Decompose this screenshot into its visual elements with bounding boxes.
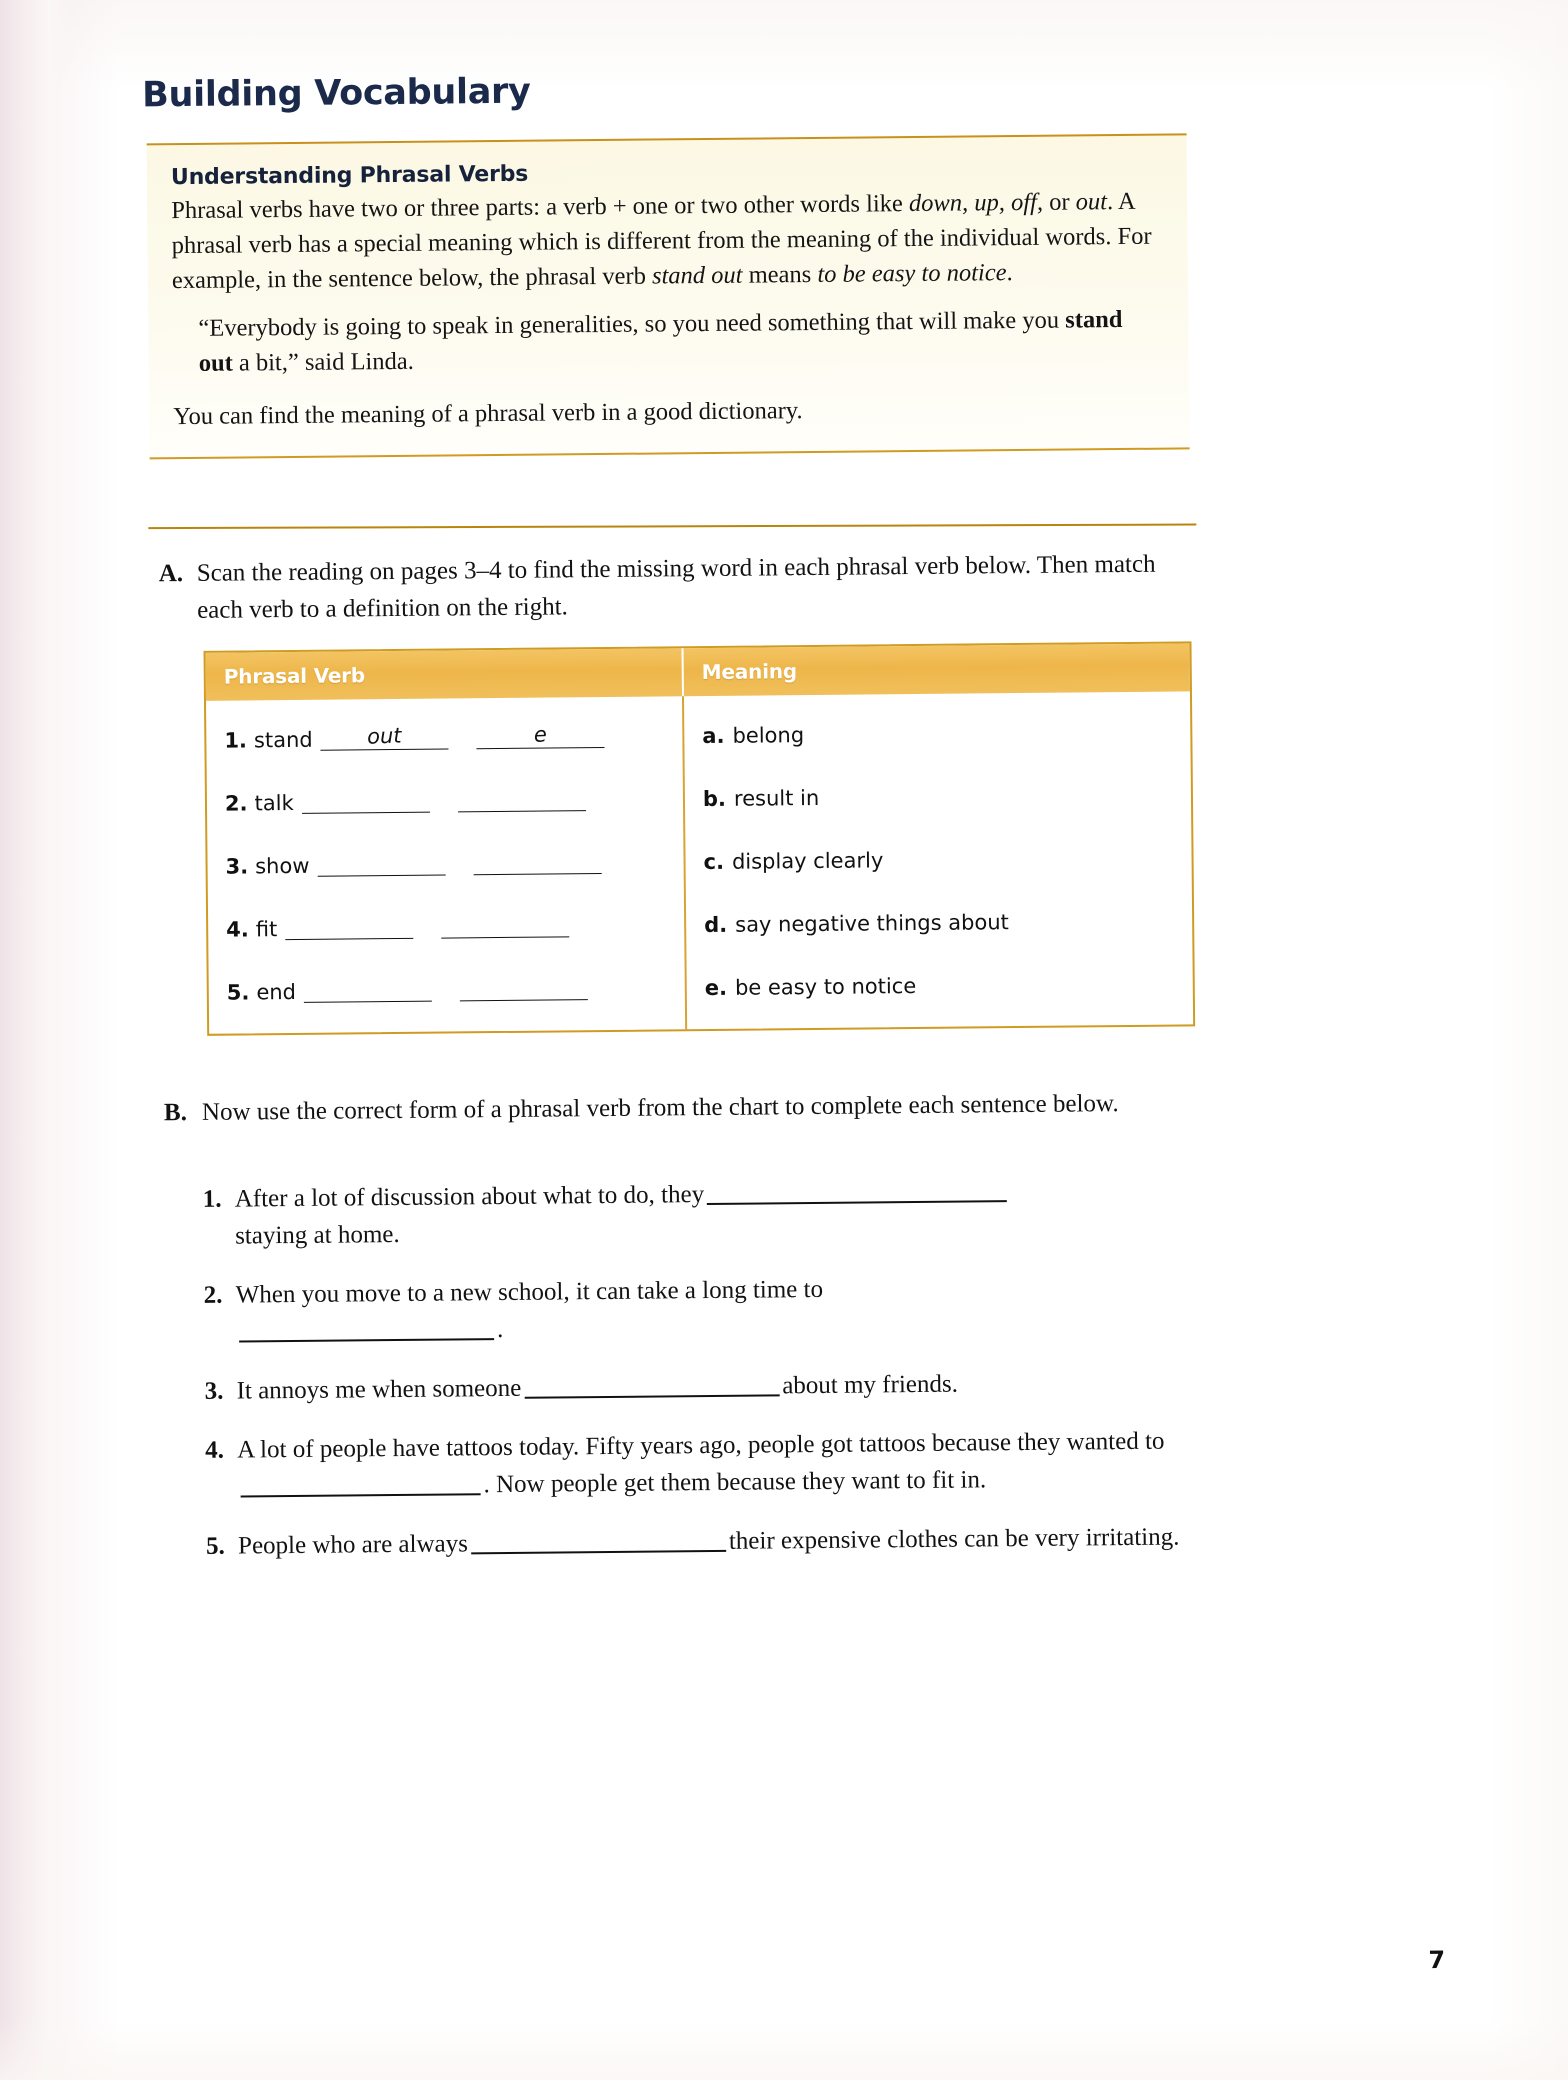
item-number: 1. <box>202 1185 222 1213</box>
row-number: 2. <box>224 790 248 816</box>
info-box-closing: You can find the meaning of a phrasal verb in a good dictionary. <box>173 396 803 431</box>
item-number: 2. <box>203 1281 223 1309</box>
item-text <box>236 1363 1204 1409</box>
info-p4: means <box>742 260 818 289</box>
item-text <box>237 1422 1206 1505</box>
row-number: 3. <box>225 853 249 879</box>
item-text-after: . <box>496 1315 504 1344</box>
exercise-b-instruction: Now use the correct form of a phrasal verb from the chart to complete each sentence below. <box>201 1090 1119 1126</box>
table-row[interactable] <box>206 704 683 772</box>
meaning-item <box>684 699 1191 767</box>
exercise-b <box>164 1085 1194 1131</box>
answer-blank-particle[interactable] <box>317 853 445 876</box>
info-p3: . A phrasal verb has a special meaning which is different from the meaning of the individual words. For example, in the sentence below, the phrasal verb <box>171 187 1152 294</box>
answer-blank-letter[interactable] <box>473 852 601 875</box>
quote-p1: “Everybody is going to speak in generalities, so you need something that will make you <box>198 306 1066 343</box>
answer-blank-letter[interactable] <box>458 789 586 812</box>
info-box-title: Understanding Phrasal Verbs <box>170 161 529 191</box>
item-number: 3. <box>204 1377 224 1405</box>
column-header-phrasal-verb: Phrasal Verb <box>206 648 684 701</box>
meaning-text: belong <box>732 722 805 748</box>
meaning-item <box>685 825 1192 893</box>
phrasal-verb-column <box>206 696 687 1034</box>
item-text-after: about my friends. <box>782 1370 959 1400</box>
info-p1: Phrasal verbs have two or three parts: a verb + one or two other words like <box>171 190 910 225</box>
list-item <box>204 1363 1204 1410</box>
answer-blank[interactable] <box>707 1182 1007 1205</box>
info-box-quote <box>172 303 1163 382</box>
row-number: 1. <box>224 727 248 753</box>
item-text-after: staying at home. <box>235 1220 400 1250</box>
quote-bold: stand out <box>198 306 1123 378</box>
info-italic-meaning: to be easy to notice <box>817 258 1007 288</box>
meaning-label: e. <box>704 975 728 1000</box>
answer-blank[interactable] <box>471 1532 726 1554</box>
answer-blank-letter[interactable] <box>441 915 569 938</box>
answer-blank-letter[interactable] <box>460 978 588 1001</box>
info-italic-stand-out: stand out <box>651 261 743 290</box>
quote-p2: a bit,” said Linda. <box>232 347 414 377</box>
row-number: 4. <box>226 916 249 942</box>
item-text-before: It annoys me when someone <box>236 1374 522 1405</box>
row-verb: stand <box>253 727 313 752</box>
row-verb: talk <box>254 790 294 815</box>
meaning-item <box>686 951 1193 1019</box>
handwritten-answer: out <box>366 723 403 749</box>
answer-blank-particle[interactable] <box>304 979 432 1002</box>
answer-blank[interactable] <box>239 1320 494 1342</box>
exercise-a-letter: A. <box>158 560 184 588</box>
answer-blank-particle[interactable] <box>302 790 430 813</box>
item-text-before: After a lot of discussion about what to do, they <box>234 1181 705 1213</box>
meaning-text: display clearly <box>731 847 884 874</box>
list-item <box>203 1171 1204 1255</box>
handwritten-letter: e <box>533 721 548 747</box>
row-number: 5. <box>226 979 250 1005</box>
meaning-item <box>685 762 1192 830</box>
exercise-a-instruction: Scan the reading on pages 3–4 to find the missing word in each phrasal verb below. Then match each verb to a definition on the right. <box>196 550 1156 624</box>
info-box-paragraph <box>171 185 1162 299</box>
column-header-meaning: Meaning <box>701 659 798 685</box>
meaning-label: a. <box>702 723 725 748</box>
meaning-text: say negative things about <box>735 909 1009 937</box>
meaning-item <box>686 888 1193 956</box>
meaning-label: c. <box>703 849 725 874</box>
info-box-bottom-rule <box>148 524 1196 530</box>
info-italic-out: out <box>1075 188 1108 216</box>
item-number: 4. <box>205 1436 225 1464</box>
table-row[interactable] <box>207 830 684 898</box>
table-row[interactable] <box>207 767 684 835</box>
list-item <box>205 1422 1206 1506</box>
exercise-b-items <box>203 1171 1207 1587</box>
item-text <box>236 1267 1205 1350</box>
item-text-before: People who are always <box>237 1530 469 1560</box>
item-text-after: . Now people get them because they want to fit in. <box>483 1466 987 1499</box>
info-p2: or <box>1042 188 1076 216</box>
row-verb: show <box>255 853 310 878</box>
meaning-text: be easy to notice <box>734 973 917 1000</box>
info-italic-words: down, up, off, <box>908 188 1044 218</box>
answer-blank[interactable] <box>240 1475 480 1497</box>
row-verb: fit <box>255 916 278 941</box>
answer-blank-letter[interactable] <box>477 721 605 748</box>
phrasal-verb-table <box>204 641 1196 1035</box>
item-text-before: When you move to a new school, it can take a long time to <box>235 1275 824 1309</box>
item-text <box>238 1518 1206 1564</box>
page-number: 7 <box>1428 1945 1446 1975</box>
item-text-before: A lot of people have tattoos today. Fifty years ago, people got tattoos because they wanted to <box>237 1427 1165 1464</box>
answer-blank[interactable] <box>524 1376 779 1398</box>
table-row[interactable] <box>208 893 685 961</box>
list-item <box>206 1518 1206 1565</box>
info-box <box>147 133 1190 459</box>
meaning-label: d. <box>704 912 728 937</box>
meaning-column <box>684 691 1193 1029</box>
answer-blank-particle[interactable] <box>321 723 449 750</box>
exercise-b-letter: B. <box>163 1099 188 1127</box>
list-item <box>204 1267 1205 1351</box>
info-p5: . <box>1006 258 1013 286</box>
row-verb: end <box>256 979 297 1004</box>
item-text <box>235 1171 1204 1254</box>
meaning-label: b. <box>702 786 727 811</box>
table-row[interactable] <box>208 956 685 1024</box>
meaning-text: result in <box>733 785 820 811</box>
item-number: 5. <box>205 1532 225 1560</box>
page-title: Building Vocabulary <box>141 71 531 116</box>
answer-blank-particle[interactable] <box>285 916 413 939</box>
item-text-after: their expensive clothes can be very irritating. <box>728 1523 1180 1555</box>
table-body <box>206 691 1193 1033</box>
exercise-a <box>159 546 1180 629</box>
